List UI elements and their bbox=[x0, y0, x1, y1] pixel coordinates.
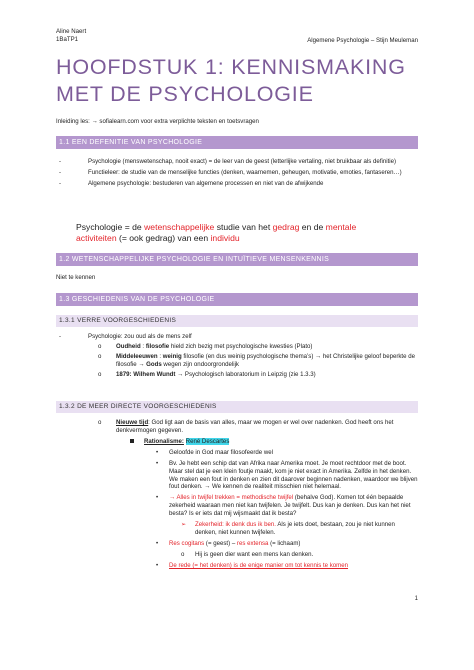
intro-label: Inleiding les: bbox=[56, 118, 90, 125]
subsection-1-3-2-content bbox=[56, 419, 418, 570]
circle-bullet-icon: o bbox=[98, 370, 102, 378]
subsection-heading-1-3-1: 1.3.1 VERRE VOORGESCHIEDENIS bbox=[56, 315, 418, 327]
square-bullet-icon bbox=[130, 439, 134, 443]
list-item: - Functieleer: de studie van de menselijke functies (denken, waarnemen, geheugen, motivatie, emoties, fantaseren…) bbox=[56, 169, 418, 177]
circle-bullet-icon: o bbox=[98, 342, 102, 350]
header-class: 1BaTP1 bbox=[56, 35, 79, 43]
section-heading-1-1: 1.1 EEN DEFENITIE VAN PSYCHOLOGIE bbox=[56, 136, 418, 149]
chapter-title: HOOFDSTUK 1: KENNISMAKING MET DE PSYCHOLOGIE bbox=[56, 55, 406, 106]
circle-bullet-icon: o bbox=[98, 352, 102, 360]
dot-bullet-icon: • bbox=[156, 448, 159, 456]
list-item: - Algemene psychologie: bestuderen van algemene processen en niet van de afwijkende bbox=[56, 180, 418, 188]
dot-bullet-icon: • bbox=[156, 494, 159, 502]
list-item: Rationalisme: René Descartes bbox=[56, 438, 418, 446]
arrow-icon: → bbox=[91, 118, 98, 125]
list-item: o Middeleeuwen : weinig filosofie (en dus weinig psychologische thema’s) → het Christelijke geloof beperkte de filosofie → Gods wegen zijn ondoorgrondelijk bbox=[98, 352, 415, 368]
section-heading-1-2: 1.2 WETENSCHAPPELIJKE PSYCHOLOGIE EN INTUÏTIEVE MENSENKENNIS bbox=[56, 253, 418, 266]
list-item: • De rede (= het denken) is de enige manier om tot kennis te komen bbox=[156, 561, 349, 569]
list-item: o 1879: Wilhem Wundt → Psychologisch laboratorium in Leipzig (zie 1.3.3) bbox=[98, 370, 316, 378]
header-course: Algemene Psychologie – Stijn Meuleman bbox=[307, 37, 418, 44]
list-item: • → Alles in twijfel trekken = methodische twijfel (behalve God). Komen tot één bepaalde zekerheid waaraan men niet kan twijfelen. Je twijfelt. Dus kan je denken. Dus kan het niet besta? Is er iets dat mij wijsmaakt dat ik besta? bbox=[156, 494, 411, 518]
list-item: - Psychologie (menswetenschap, nooit exact) = de leer van de geest (letterlijke vertaling, niet bruikbaar als definitie) bbox=[56, 158, 418, 166]
list-item: ➢ Zekerheid: ik denk dus ik ben. Als je iets doet, bestaan, zou je niet kunnen denken, niet kunnen twijfelen. bbox=[181, 521, 395, 537]
page-number: 1 bbox=[414, 596, 418, 602]
page-header bbox=[56, 28, 418, 44]
arrow-icon: ➢ bbox=[181, 521, 187, 529]
section-1-2-text: Niet te kennen bbox=[56, 274, 96, 281]
intro-text: sofialearn.com voor extra verplichte teksten en toetsvragen bbox=[99, 118, 259, 125]
list-item: o Oudheid : filosofie hield zich bezig met psychologische kwesties (Plato) bbox=[98, 342, 313, 350]
subsection-heading-1-3-2: 1.3.2 DE MEER DIRECTE VOORGESCHIEDENIS bbox=[56, 401, 418, 413]
psychology-definition: Psychologie = de wetenschappelijke studie van het gedrag en de mentale activiteiten (= ook gedrag) van een individu bbox=[76, 222, 357, 243]
circle-bullet-icon: o bbox=[98, 419, 102, 426]
list-item: o Nieuwe tijd: God ligt aan de basis van alles, maar we mogen er wel over nadenken. God heeft ons het denkvermogen gegeven. bbox=[98, 419, 394, 434]
subsection-1-3-1-content bbox=[56, 333, 418, 379]
section-heading-1-3: 1.3 GESCHIEDENIS VAN DE PSYCHOLOGIE bbox=[56, 293, 418, 306]
list-item: • Bv. Je hebt een schip dat van Afrika naar Amerika moet. Je moet rechtdoor met de boot. Maar stel dat je een klein foutje maakt, kom je niet exact in Amerika. Zelfde in het denken. We maken een fout in denken en zien dit daarover beginnen nadenken, waardoor we blijven fout denken. → We kennen de realiteit misschien niet helemaal. bbox=[156, 459, 418, 491]
circle-bullet-icon: o bbox=[181, 550, 185, 558]
section-1-1-list bbox=[56, 158, 418, 191]
list-item: • Geloofde in God maar filosofeerde wel bbox=[156, 448, 273, 456]
list-item: - Psychologie: zou oud als de mens zelf bbox=[59, 333, 192, 340]
list-item: o Hij is geen dier want een mens kan denken. bbox=[181, 550, 314, 558]
dot-bullet-icon: • bbox=[156, 561, 159, 569]
dot-bullet-icon: • bbox=[156, 539, 159, 547]
intro-line bbox=[56, 118, 418, 126]
dot-bullet-icon: • bbox=[156, 459, 159, 467]
header-author: Aline Naert bbox=[56, 28, 87, 35]
list-item: • Res cogitans (= geest) – res extensa (= lichaam) bbox=[156, 539, 301, 547]
